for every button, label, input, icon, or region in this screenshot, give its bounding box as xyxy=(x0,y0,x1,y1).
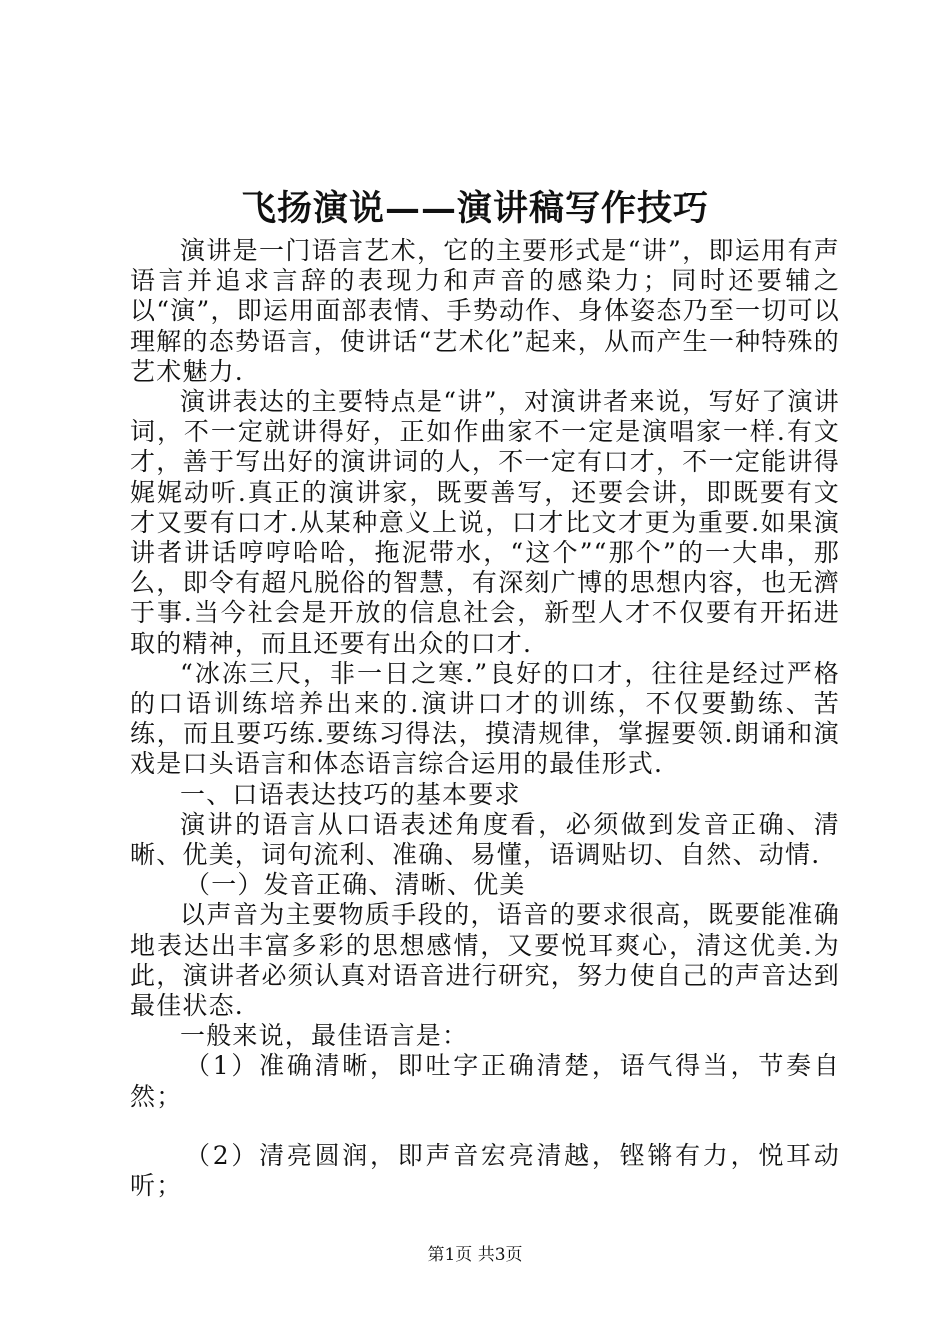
page-footer: 第1页 共3页 xyxy=(427,1245,523,1265)
list-item-accurate-clear: （1）准确清晰，即吐字正确清楚，语气得当，节奏自然； xyxy=(130,1051,840,1111)
subsection-heading-pronunciation: （一）发音正确、清晰、优美 xyxy=(185,870,526,900)
document-body xyxy=(130,236,840,1201)
paragraph-speaking-features: 演讲表达的主要特点是“讲”，对演讲者来说，写好了演讲词，不一定就讲得好，正如作曲家不一定是演唱家一样.有文才，善于写出好的演讲词的人，不一定有口才，不一定能讲得娓娓动听.真正的演讲家，既要善写，还要会讲，即既要有文才又要有口才.从某种意义上说，口才比文才更为重要.如果演讲者讲话哼哼哈哈，拖泥带水，“这个”“那个”的一大串，那么，即令有超凡脱俗的智慧，有深刻广博的思想内容，也无濟于事.当今社会是开放的信息社会，新型人才不仅要有开拓进取的精神，而且还要有出众的口才. xyxy=(130,387,840,658)
paragraph-language-requirements: 演讲的语言从口语表述角度看，必须做到发音正确、清晰、优美，词句流利、准确、易懂，语调贴切、自然、动情. xyxy=(130,809,840,870)
paragraph-best-language-intro: 一般来说，最佳语言是： xyxy=(180,1021,469,1051)
document-title: 飞扬演说——演讲稿写作技巧 xyxy=(240,188,709,229)
section-heading-basic-requirements: 一、口语表达技巧的基本要求 xyxy=(180,779,521,809)
list-item-clear-round: （2）清亮圆润，即声音宏亮清越，铿锵有力，悦耳动听； xyxy=(130,1140,840,1201)
paragraph-voice: 以声音为主要物质手段的，语音的要求很高，既要能准确地表达出丰富多彩的思想感情，又要悦耳爽心，清这优美.为此，演讲者必须认真对语音进行研究，努力使自己的声音达到最佳状态. xyxy=(130,900,840,1021)
paragraph-training: “冰冻三尺，非一日之寒.”良好的口才，往往是经过严格的口语训练培养出来的.演讲口才的训练，不仅要勤练、苦练，而且要巧练.要练习得法，摸清规律，掌握要领.朗诵和演戏是口头语言和体态语言综合运用的最佳形式. xyxy=(130,658,840,779)
paragraph-intro: 演讲是一门语言艺术，它的主要形式是“讲”，即运用有声语言并追求言辞的表现力和声音的感染力；同时还要辅之以“演”，即运用面部表情、手势动作、身体姿态乃至一切可以理解的态势语言，使讲话“艺术化”起来，从而产生一种特殊的艺术魅力. xyxy=(130,236,840,386)
